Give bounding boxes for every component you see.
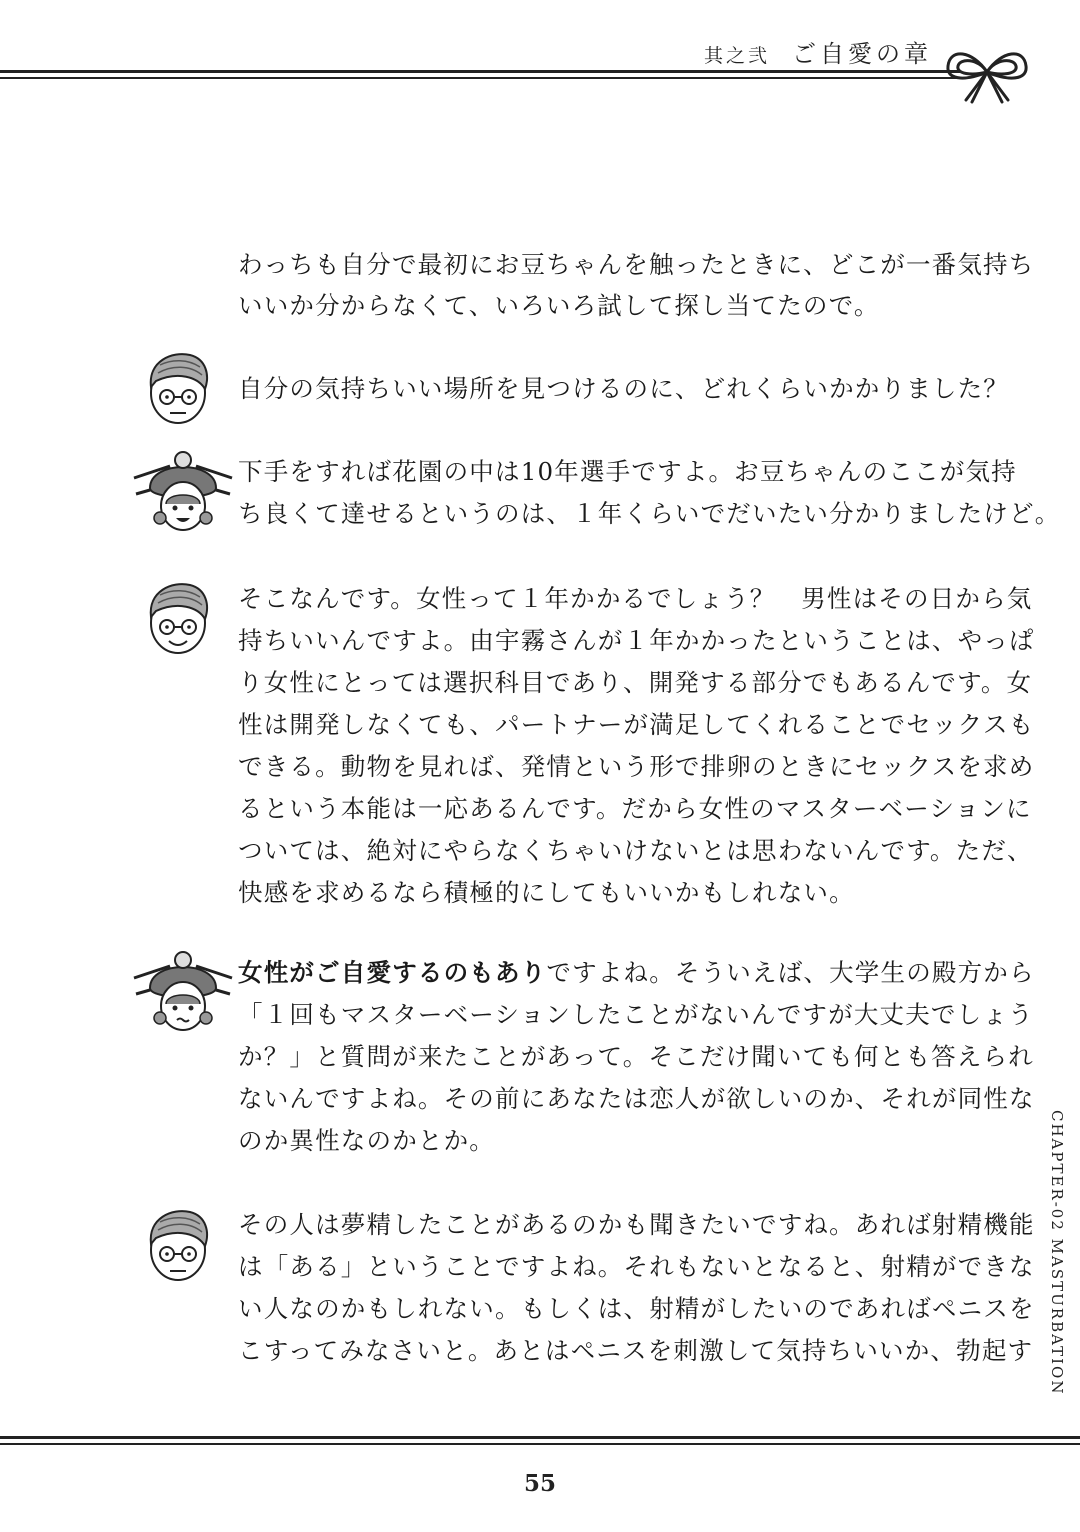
text-line: のか異性なのかとか。 [238,1126,495,1155]
chapter-side-label: CHAPTER-02 MASTURBATION [1048,1110,1066,1396]
text-line: こすってみなさいと。あとはペニスを刺激して気持ちいいか、勃起す [238,1336,1034,1365]
man-with-glasses-avatar-icon [138,347,218,429]
bold-lead: 女性がご自愛するのもあり [238,958,547,987]
chapter-title: ご自愛の章 [792,40,932,68]
text-line: り女性にとっては選択科目であり、開発する部分でもあるんです。女 [238,668,1033,697]
header-rule-thin [0,77,960,79]
oiran-woman-avatar-icon [130,448,236,540]
text-line: 快感を求めるなら積極的にしてもいいかもしれない。 [238,878,855,907]
footer-rule [0,1436,1080,1439]
page-header [0,0,1080,110]
text-line: 下手をすれば花園の中は10年選手ですよ。お豆ちゃんのここが気持 [238,457,1017,486]
text-line: 自分の気持ちいい場所を見つけるのに、どれくらいかかりました？ [238,374,1009,403]
text-line: ないんですよね。その前にあなたは恋人が欲しいのか、それが同性な [238,1084,1035,1113]
text-line: は「ある」ということですよね。それもないとなると、射精ができな [238,1252,1035,1281]
page-number: 55 [523,1470,556,1497]
man-with-glasses-avatar-icon [138,1204,218,1286]
running-head [704,34,932,69]
header-rule [0,70,960,73]
text-line: わっちも自分で最初にお豆ちゃんを触ったときに、どこが一番気持ち [238,250,1035,279]
mizuhiki-bow-icon [942,40,1032,104]
text-line: い人なのかもしれない。もしくは、射精がしたいのであればペニスを [238,1294,1035,1323]
text-line: できる。動物を見れば、発情という形で排卵のときにセックスを求め [238,752,1035,781]
text-line-rest: ですよね。そういえば、大学生の殿方から [546,958,1035,987]
text-line [238,958,1035,988]
text-line: 持ちいいんですよ。由宇霧さんが１年かかったということは、やっぱ [238,626,1035,655]
text-line: いいか分からなくて、いろいろ試して探し当てたので。 [238,291,880,320]
man-with-glasses-avatar-icon [138,577,218,659]
oiran-woman-avatar-icon [130,948,236,1040]
footer-rule-thin [0,1443,1080,1445]
text-line: そこなんです。女性って１年かかるでしょう？ 男性はその日から気 [238,584,1033,613]
text-line: 性は開発しなくても、パートナーが満足してくれることでセックスも [238,710,1035,739]
text-line: その人は夢精したことがあるのかも聞きたいですね。あれば射精機能 [238,1210,1035,1239]
text-line: ち良くて達せるというのは、１年くらいでだいたい分かりましたけど。 [238,499,1061,528]
text-line: るという本能は一応あるんです。だから女性のマスターベーションに [238,794,1032,823]
part-label: 其之弐 [703,45,770,67]
text-line: か？」と質問が来たことがあって。そこだけ聞いても何とも答えられ [238,1042,1034,1071]
text-line: 「１回もマスターベーションしたことがないんですが大丈夫でしょう [238,1000,1034,1029]
text-line: ついては、絶対にやらなくちゃいけないとは思わないんです。ただ、 [238,836,1033,865]
